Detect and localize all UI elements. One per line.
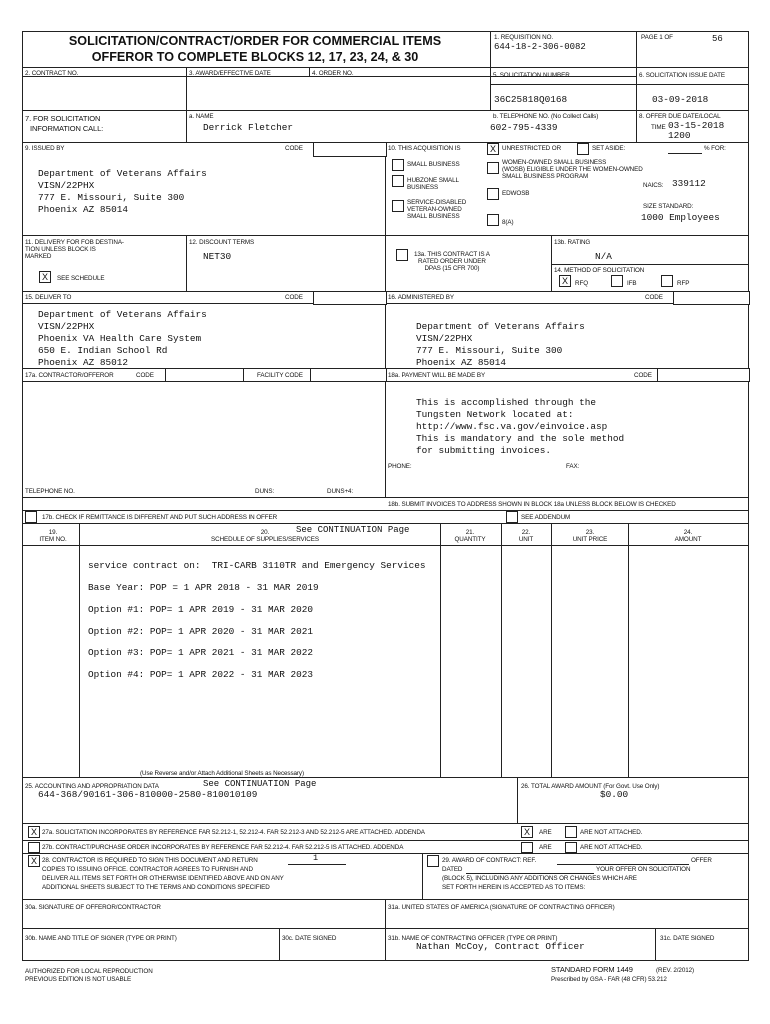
payment-code-label: CODE [634,372,652,379]
name-label: a. NAME [189,113,214,120]
payment-by-label: 18a. PAYMENT WILL BE MADE BY [388,372,486,379]
award-ref-line[interactable] [557,864,689,865]
solicitation-number[interactable]: 36C25818Q0168 [494,94,568,105]
size-standard-label: SIZE STANDARD: [643,203,694,210]
contractor-sign-checkbox[interactable]: X [28,855,40,867]
duns4-label: DUNS+4: [327,488,354,495]
col-schedule: 20. SCHEDULE OF SUPPLIES/SERVICES [211,529,319,544]
award-offer-label: OFFER [691,857,712,864]
are-27a-checkbox[interactable]: X [521,826,533,838]
administered-by-code-field[interactable] [673,291,750,305]
contract-no-label: 2. CONTRACT NO. [25,70,79,77]
copies-value[interactable]: 1 [313,853,319,863]
small-business-checkbox[interactable] [392,159,404,171]
co-signature-label: 31a. UNITED STATES OF AMERICA (SIGNATURE OF CONTRACTING OFFICER) [388,904,615,911]
accounting-data[interactable]: 644-368/90161-306-810000-2580-810010109 [38,789,258,800]
accounting-see: See CONTINUATION Page [203,779,317,789]
hubzone-label: HUBZONE SMALL BUSINESS [407,177,459,192]
set-aside-pct-line[interactable] [668,153,702,154]
ifb-label: IFB [627,280,637,287]
edwosb-checkbox[interactable] [487,188,499,200]
issue-date-label: 6. SOLICITATION ISSUE DATE [639,72,725,79]
facility-code-field[interactable] [310,368,387,382]
naics-code[interactable]: 339112 [672,178,706,189]
schedule-line: Base Year: POP = 1 APR 2018 - 31 MAR 2019 [88,582,319,593]
footer-sf: STANDARD FORM 1449 [551,965,633,974]
award-line2: DATED [442,866,463,873]
col-unit-price: 23. UNIT PRICE [572,529,608,544]
solicitation-no-label: 5. SOLICITATION NUMBER [493,72,570,79]
see-schedule-checkbox[interactable]: X [39,271,51,283]
deliver-to-address: Department of Veterans Affairs VISN/22PHX Phoenix VA Health Care System 650 E. Indian School Rd Phoenix AZ 85012 [38,309,207,369]
phone-label: PHONE: [388,463,412,470]
size-standard[interactable]: 1000 Employees [641,212,720,223]
hubzone-checkbox[interactable] [392,175,404,187]
administered-by-address: Department of Veterans Affairs VISN/22PHX 777 E. Missouri, Suite 300 Phoenix AZ 85014 [416,321,585,369]
award-line1: 29. AWARD OF CONTRACT: REF. [442,857,537,864]
schedule-line: Option #4: POP= 1 APR 2022 - 31 MAR 2023 [88,669,314,680]
see-addendum-checkbox[interactable] [506,511,518,523]
contractor-sign-line3: DELIVER ALL ITEMS SET FORTH OR OTHERWISE IDENTIFIED ABOVE AND ON ANY [42,875,284,882]
are-not-27b-label: ARE NOT ATTACHED. [580,844,643,851]
total-award-label: 26. TOTAL AWARD AMOUNT (For Govt. Use Only) [521,783,660,790]
remittance-checkbox[interactable] [25,511,37,523]
page-total: 56 [712,34,723,44]
reverse-note: (Use Reverse and/or Attach Additional Sheets as Necessary) [140,770,304,777]
offer-due-label: 8. OFFER DUE DATE/LOCAL [639,113,721,120]
solicitation-info-label-2: INFORMATION CALL: [30,124,104,133]
offer-due-date[interactable]: 03-15-2018 [668,120,725,131]
issued-by-label: 9. ISSUED BY [25,145,65,152]
rfq-checkbox[interactable]: X [559,275,571,287]
offer-due-time[interactable]: 1200 [668,130,691,141]
duns-label: DUNS: [255,488,275,495]
delivery-fob-label: 11. DELIVERY FOR FOB DESTINA- TION UNLESS BLOCK IS MARKED [25,239,124,261]
unrestricted-checkbox[interactable]: X [487,143,499,155]
form-title-line1: SOLICITATION/CONTRACT/ORDER FOR COMMERCIAL ITEMS [68,34,442,48]
offeror-date-label: 30c. DATE SIGNED [282,935,337,942]
award-line3: (BLOCK 5), INCLUDING ANY ADDITIONS OR CHANGES WHICH ARE [442,875,637,882]
col-quantity: 21. QUANTITY [454,529,486,544]
pct-for-label: % FOR: [704,145,726,152]
are-not-27a-label: ARE NOT ATTACHED. [580,829,643,836]
co-name[interactable]: Nathan McCoy, Contract Officer [416,941,585,952]
award-dated-line[interactable] [466,873,594,874]
requisition-label: 1. REQUISITION NO. [494,34,554,41]
footer-previous: PREVIOUS EDITION IS NOT USABLE [25,976,132,983]
are-not-27a-checkbox[interactable] [565,826,577,838]
signer-name-label: 30b. NAME AND TITLE OF SIGNER (TYPE OR PRINT) [25,935,177,942]
schedule-line: Option #2: POP= 1 APR 2020 - 31 MAR 2021 [88,626,314,637]
contractor-label: 17a. CONTRACTOR/OFFEROR [25,372,114,379]
wosb-label: WOMEN-OWNED SMALL BUSINESS (WOSB) ELIGIBLE UNDER THE WOMEN-OWNED SMALL BUSINESS PROGRAM [502,159,643,181]
schedule-line: Option #1: POP= 1 APR 2019 - 31 MAR 2020 [88,604,314,615]
issued-by-code-label: CODE [285,145,303,152]
rated-order-checkbox[interactable] [396,249,408,261]
ifb-checkbox[interactable] [611,275,623,287]
time-label: TIME [651,124,666,131]
contact-name[interactable]: Derrick Fletcher [203,122,294,133]
are-27b-label: ARE [539,844,552,851]
schedule-line: Option #3: POP= 1 APR 2021 - 31 MAR 2022 [88,647,314,658]
wosb-checkbox[interactable] [487,162,499,174]
col-amount: 24. AMOUNT [674,529,702,544]
schedule-line: service contract on: TRI-CARB 3110TR and Emergency Services [88,560,426,571]
are-not-27b-checkbox[interactable] [565,842,577,853]
deliver-to-code-label: CODE [285,294,303,301]
sdvosb-label: SERVICE-DISABLED VETERAN-OWNED SMALL BUSINESS [407,199,467,221]
award-your-offer: YOUR OFFER ON SOLICITATION [596,866,691,873]
see-addendum-label: SEE ADDENDUM [521,514,571,521]
total-award-amount[interactable]: $0.00 [600,789,629,800]
contractor-sign-line2: COPIES TO ISSUING OFFICE. CONTRACTOR AGREES TO FURNISH AND [42,866,253,873]
are-27a-label: ARE [539,829,552,836]
discount-terms-label: 12. DISCOUNT TERMS [189,239,255,246]
far-27b-label: 27b. CONTRACT/PURCHASE ORDER INCORPORATES BY REFERENCE FAR 52.212-4. FAR 52.212-5 IS ATTACHED. ADDENDA [42,844,404,851]
copies-line [288,864,346,865]
solicitation-method-label: 14. METHOD OF SOLICITATION [554,267,645,274]
edwosb-label: EDWOSB [502,190,530,197]
deliver-to-code-field[interactable] [313,291,387,305]
set-aside-label: SET ASIDE: [592,145,626,152]
deliver-to-label: 15. DELIVER TO [25,294,72,301]
far-27b-checkbox[interactable] [28,842,40,853]
col-schedule-see: See CONTINUATION Page [296,525,410,535]
accounting-label: 25. ACCOUNTING AND APPROPRIATION DATA [25,783,159,790]
payment-instructions: This is accomplished through the Tungsten Network located at: http://www.fsc.va.gov/einvoice.asp This is mandatory and the sole method for submitting invoices. [416,397,625,457]
issue-date[interactable]: 03-09-2018 [652,94,709,105]
far-27a-checkbox[interactable]: X [28,826,40,838]
sdvosb-checkbox[interactable] [392,200,404,212]
offeror-signature-label: 30a. SIGNATURE OF OFFEROR/CONTRACTOR [25,904,161,911]
facility-code-label: FACILITY CODE [257,372,303,379]
issued-by-address: Department of Veterans Affairs VISN/22PHX 777 E. Missouri, Suite 300 Phoenix AZ 85014 [38,168,207,216]
eight-a-label: 8(A) [502,219,514,226]
solicitation-info-label-1: 7. FOR SOLICITATION [25,114,101,123]
page-label: PAGE 1 OF [641,34,673,41]
co-date-label: 31c. DATE SIGNED [660,935,715,942]
unrestricted-label: UNRESTRICTED OR [502,145,562,152]
co-name-label: 31b. NAME OF CONTRACTING OFFICER (TYPE OR PRINT) [388,935,558,942]
small-business-label: SMALL BUSINESS [407,161,460,168]
issued-by-code-field[interactable] [313,142,387,157]
telephone-label: b. TELEPHONE NO. (No Collect Calls) [493,113,599,120]
administered-by-code-label: CODE [645,294,663,301]
contractor-sign-line4: ADDITIONAL SHEETS SUBJECT TO THE TERMS AND CONDITIONS SPECIFIED [42,884,270,891]
eight-a-checkbox[interactable] [487,214,499,226]
requisition-number[interactable]: 644-18-2-306-0082 [494,42,586,52]
contractor-sign-line1: 28. CONTRACTOR IS REQUIRED TO SIGN THIS DOCUMENT AND RETURN [42,857,258,864]
rfp-checkbox[interactable] [661,275,673,287]
award-checkbox[interactable] [427,855,439,867]
discount-terms[interactable]: NET30 [203,251,232,262]
submit-invoices-label: 18b. SUBMIT INVOICES TO ADDRESS SHOWN IN BLOCK 18a UNLESS BLOCK BELOW IS CHECKED [388,501,676,508]
remittance-label: 17b. CHECK IF REMITTANCE IS DIFFERENT AND PUT SUCH ADDRESS IN OFFER [42,514,278,521]
col-unit: 22. UNIT [518,529,534,544]
rating-value[interactable]: N/A [595,251,612,262]
footer-authorized: AUTHORIZED FOR LOCAL REPRODUCTION [25,968,153,975]
footer-prescribed: Prescribed by GSA - FAR (48 CFR) 53.212 [551,976,667,983]
contractor-code-label: CODE [136,372,154,379]
form-title-line2: OFFEROR TO COMPLETE BLOCKS 12, 17, 23, 24, & 30 [91,49,419,64]
award-date-label: 3. AWARD/EFFECTIVE DATE [189,70,271,77]
telephone-no-label: TELEPHONE NO. [25,488,75,495]
are-27b-checkbox[interactable] [521,842,533,853]
order-no-label: 4. ORDER NO. [312,70,354,77]
form-title [24,34,486,65]
contractor-code-field[interactable] [165,368,244,382]
set-aside-checkbox[interactable] [577,143,589,155]
col-item-no: 19. ITEM NO. [39,529,67,544]
rated-order-label: 13a. THIS CONTRACT IS A RATED ORDER UNDER DPAS (15 CFR 700) [414,251,490,273]
far-27a-label: 27a. SOLICITATION INCORPORATES BY REFERENCE FAR 52.212-1, 52.212-4. FAR 52.212-3 AND 52.212-5 ARE ATTACHED. ADDENDA [42,829,425,836]
rating-label: 13b. RATING [554,239,591,246]
see-schedule-label: SEE SCHEDULE [57,275,105,282]
administered-by-label: 16. ADMINISTERED BY [388,294,454,301]
footer-rev: (REV. 2/2012) [656,967,695,974]
rfq-label: RFQ [575,280,588,287]
award-line4: SET FORTH HEREIN IS ACCEPTED AS TO ITEMS: [442,884,586,891]
naics-label: NAICS: [643,182,664,189]
rfp-label: RFP [677,280,690,287]
fax-label: FAX: [566,463,580,470]
payment-code-field[interactable] [657,368,750,382]
contact-phone[interactable]: 602-795-4339 [490,122,558,133]
acquisition-label: 10. THIS ACQUISITION IS [388,145,461,152]
